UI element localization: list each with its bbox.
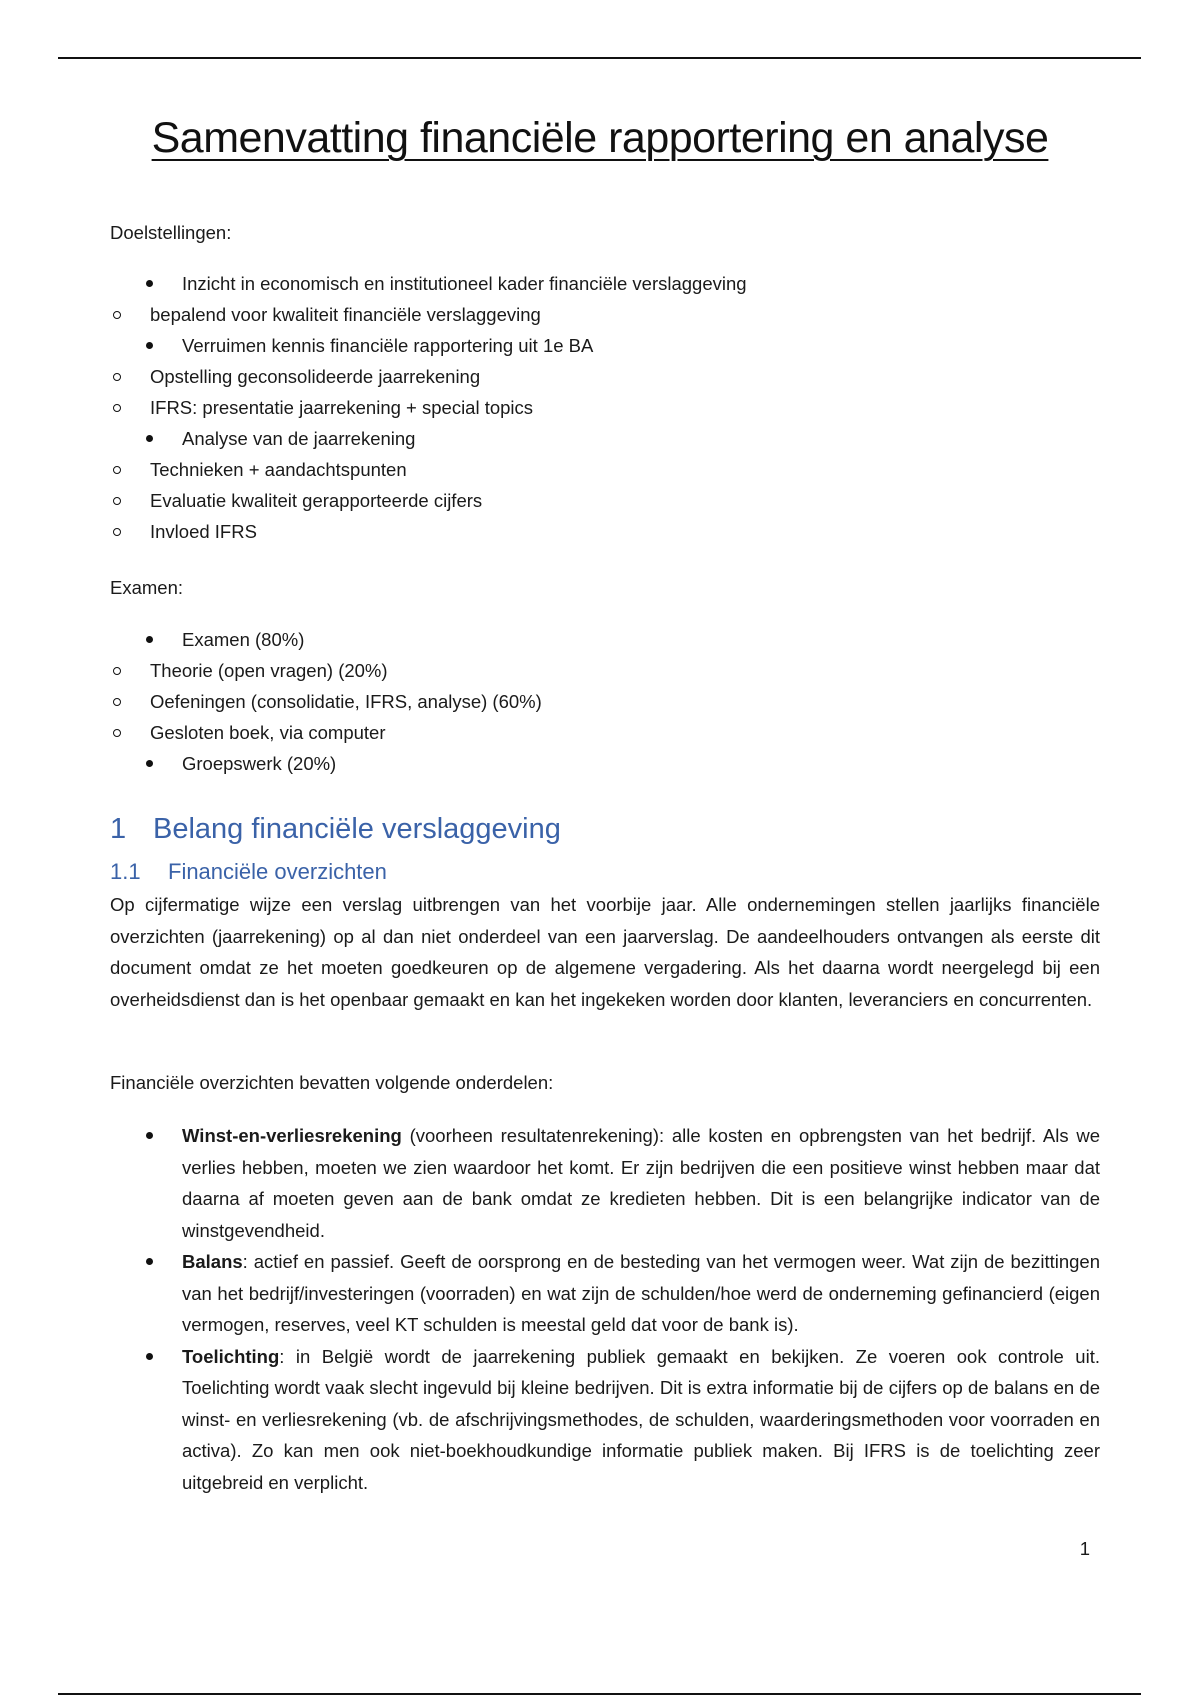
- exam-label: Examen:: [110, 577, 184, 598]
- list-item-balance-sheet: Balans: actief en passief. Geeft de oorsprong en de besteding van het vermogen weer. Wat zijn de bezittingen van het bedrijf/investeringen (voorraden) en wat zijn de schulden/hoe werd de onderneming gefinancierd (eigen vermogen, reserves, veel KT schulden is meestal geld dat voor de bank is).: [110, 1246, 1100, 1341]
- bullet-icon: [110, 268, 182, 299]
- circle-bullet-icon: [110, 686, 150, 717]
- list-item: Verruimen kennis financiële rapportering uit 1e BA: [110, 330, 1110, 361]
- body-paragraph: Op cijfermatige wijze een verslag uitbrengen van het voorbije jaar. Alle ondernemingen stellen jaarlijks financiële overzichten (jaarrekening) op al dan niet onderdeel van een jaarverslag. De aandeelhouders ontvangen als eerste dit document omdat ze het moeten goedkeuren op de algemene vergadering. Als het daarna wordt neergelegd bij een overheidsdienst dan is het openbaar gemaakt en kan het ingekeken worden door klanten, leveranciers en concurrenten.: [110, 894, 1100, 1010]
- sub-list-item: Invloed IFRS: [110, 516, 1110, 547]
- circle-bullet-icon: [110, 392, 150, 423]
- circle-bullet-icon: [110, 717, 150, 748]
- sub-list-item: Technieken + aandachtspunten: [110, 454, 1110, 485]
- sub-list-item: Oefeningen (consolidatie, IFRS, analyse) (60%): [110, 686, 1110, 717]
- bullet-icon: [110, 423, 182, 454]
- objectives-label: Doelstellingen:: [110, 222, 232, 243]
- document-title: Samenvatting financiële rapportering en analyse: [151, 114, 1049, 162]
- subsection-heading: 1.1 Financiële overzichten: [110, 859, 387, 884]
- circle-bullet-icon: [110, 454, 150, 485]
- list-item-income-statement: Winst-en-verliesrekening (voorheen resultatenrekening): alle kosten en opbrengsten van het bedrijf. Als we verlies hebben, moeten we zien waardoor het komt. Er zijn bedrijven die een positieve winst hebben maar dat daarna af moeten geven aan de bank omdat ze kredieten hebben. Dit is een belangrijke indicator van de winstgevendheid.: [110, 1120, 1100, 1246]
- list-item: Analyse van de jaarrekening: [110, 423, 1110, 454]
- sub-list-item: bepalend voor kwaliteit financiële verslaggeving: [110, 299, 1110, 330]
- sub-list-item: Gesloten boek, via computer: [110, 717, 1110, 748]
- parts-list: [110, 1120, 1110, 1498]
- sub-list-item: Evaluatie kwaliteit gerapporteerde cijfers: [110, 485, 1110, 516]
- list-item: Examen (80%): [110, 624, 1110, 655]
- circle-bullet-icon: [110, 655, 150, 686]
- parts-intro: Financiële overzichten bevatten volgende onderdelen:: [110, 1072, 554, 1093]
- bullet-icon: [110, 748, 182, 779]
- bullet-icon: [110, 330, 182, 361]
- top-rule: [58, 57, 1141, 59]
- circle-bullet-icon: [110, 516, 150, 547]
- circle-bullet-icon: [110, 361, 150, 392]
- circle-bullet-icon: [110, 299, 150, 330]
- list-item-notes: Toelichting: in België wordt de jaarrekening publiek gemaakt en bekijken. Ze voeren ook controle uit. Toelichting wordt vaak slecht ingevuld bij kleine bedrijven. Dit is extra informatie bij de cijfers op de balans en de winst- en verliesrekening (vb. de afschrijvingsmethodes, de schulden, waarderingsmethoden voor voorraden en activa). Zo kan men ook niet-boekhoudkundige informatie publiek maken. Bij IFRS is de toelichting zeer uitgebreid en verplicht.: [110, 1341, 1100, 1499]
- sub-list-item: Theorie (open vragen) (20%): [110, 655, 1110, 686]
- list-item: Groepswerk (20%): [110, 748, 1110, 779]
- sub-list-item: IFRS: presentatie jaarrekening + special topics: [110, 392, 1110, 423]
- page-number: 1: [1079, 1538, 1090, 1559]
- sub-list-item: Opstelling geconsolideerde jaarrekening: [110, 361, 1110, 392]
- circle-bullet-icon: [110, 485, 150, 516]
- exam-list: [110, 624, 1110, 779]
- bottom-rule: [58, 1693, 1141, 1695]
- list-item: Inzicht in economisch en institutioneel kader financiële verslaggeving: [110, 268, 1110, 299]
- section-heading: 1 Belang financiële verslaggeving: [110, 813, 561, 845]
- bullet-icon: [110, 624, 182, 655]
- objectives-list: [110, 268, 1110, 547]
